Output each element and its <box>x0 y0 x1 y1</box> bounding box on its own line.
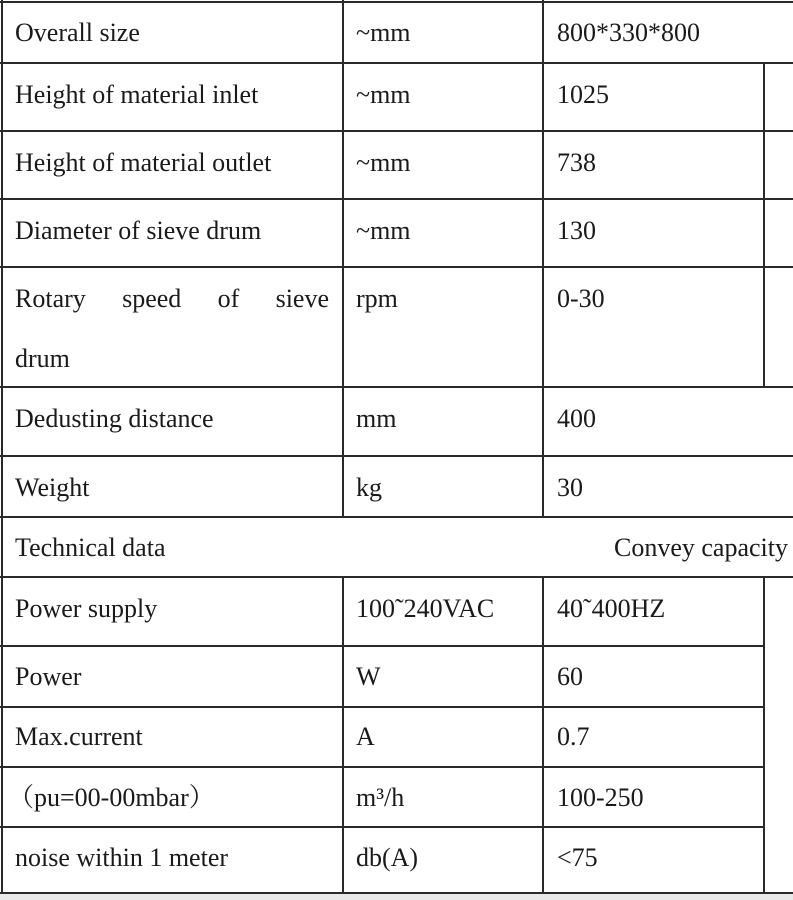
value-cell: 0.7 <box>557 722 590 751</box>
column-divider <box>542 576 544 894</box>
unit-cell: A <box>356 722 375 751</box>
row-divider <box>0 198 793 200</box>
column-divider <box>342 576 344 894</box>
value-cell: 60 <box>557 662 583 691</box>
value-cell: 800*330*800 <box>557 18 700 47</box>
parameter-cell: Diameter of sieve drum <box>15 216 262 245</box>
row-divider <box>0 645 764 647</box>
column-divider <box>342 0 344 517</box>
value-cell: 130 <box>557 216 596 245</box>
parameter-cell: Height of material outlet <box>15 148 272 177</box>
value-cell: <75 <box>557 843 598 872</box>
value-cell: 738 <box>557 148 596 177</box>
unit-cell: mm <box>356 404 397 433</box>
unit-cell: ~mm <box>356 18 411 47</box>
value-cell: 30 <box>557 473 583 502</box>
parameter-cell: Power <box>15 662 82 691</box>
row-divider <box>0 766 764 768</box>
row-divider <box>0 1 793 3</box>
row-divider <box>0 266 793 268</box>
column-divider <box>763 576 765 894</box>
parameter-cell-line2: drum <box>15 344 70 373</box>
unit-cell: rpm <box>356 284 398 313</box>
unit-cell: 100˜240VAC <box>356 594 495 623</box>
unit-cell: db(A) <box>356 843 419 872</box>
page-bottom-edge <box>0 894 793 900</box>
row-divider <box>0 130 793 132</box>
parameter-cell-line1: Rotary speed of sieve <box>15 284 329 313</box>
section-title: Technical data <box>15 533 166 562</box>
row-divider <box>0 826 764 828</box>
parameter-cell: Overall size <box>15 18 140 47</box>
parameter-cell: Max.current <box>15 722 143 751</box>
unit-cell: W <box>356 662 381 691</box>
row-divider <box>0 455 793 457</box>
value-cell: 40˜400HZ <box>557 594 666 623</box>
row-divider <box>0 576 793 578</box>
row-divider <box>0 516 793 518</box>
parameter-cell: Height of material inlet <box>15 80 259 109</box>
column-divider <box>763 62 765 387</box>
parameter-cell: Power supply <box>15 594 158 623</box>
parameter-cell: Weight <box>15 473 90 502</box>
value-cell: 400 <box>557 404 596 433</box>
value-cell: 0-30 <box>557 284 605 313</box>
section-subtitle: Convey capacity <box>614 533 788 562</box>
column-divider <box>1 0 3 894</box>
parameter-cell: Dedusting distance <box>15 404 214 433</box>
row-divider <box>0 62 793 64</box>
unit-cell: kg <box>356 473 382 502</box>
value-cell: 100-250 <box>557 783 644 812</box>
parameter-cell: noise within 1 meter <box>15 843 229 872</box>
parameter-cell: （pu=00-00mbar） <box>8 783 215 812</box>
unit-cell: m³/h <box>356 783 405 812</box>
value-cell: 1025 <box>557 80 609 109</box>
column-divider <box>542 0 544 517</box>
unit-cell: ~mm <box>356 148 411 177</box>
unit-cell: ~mm <box>356 216 411 245</box>
row-divider <box>0 706 764 708</box>
unit-cell: ~mm <box>356 80 411 109</box>
row-divider <box>0 386 793 388</box>
